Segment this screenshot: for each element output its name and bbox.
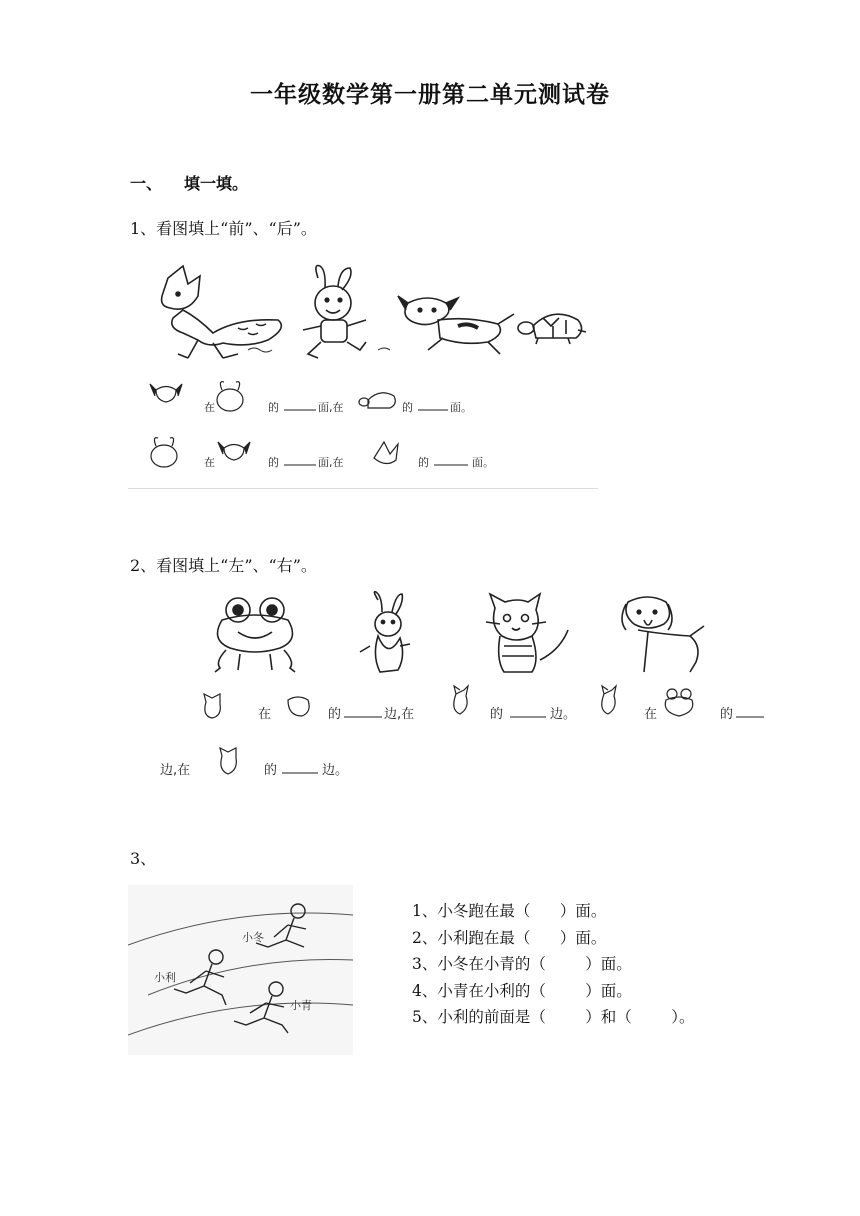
q2-l1-c: 边,在 — [384, 707, 415, 722]
q1-l2-e: 面。 — [472, 456, 494, 469]
figure-runners — [128, 885, 353, 1055]
question-1-prompt: 1、看图填上“前”、“后”。 — [130, 219, 317, 238]
rabbit2-illustration — [360, 592, 410, 672]
dog2-illustration — [622, 597, 704, 672]
frog-illustration — [215, 598, 295, 672]
section-number: 一、 — [130, 174, 163, 193]
q3-item-2: 2、小利跑在最（ ）面。 — [412, 928, 607, 947]
q3-item-5: 5、小利的前面是（ ）和（ ）。 — [412, 1008, 695, 1026]
q3-item-3: 3、小冬在小青的（ ）面。 — [412, 955, 632, 973]
q2-sentence-2 — [160, 748, 348, 778]
question-3-list — [412, 898, 694, 1031]
q3-item-4: 4、小青在小利的（ ）面。 — [412, 981, 632, 1000]
runners-drawing — [128, 885, 353, 1055]
q1-l1-c: 面,在 — [318, 401, 344, 414]
q1-l1-b: 的 — [268, 401, 279, 414]
q1-sentence-2 — [151, 438, 494, 469]
q2-sentence-1 — [204, 686, 764, 722]
q2-l1-a: 在 — [258, 707, 272, 722]
turtle-illustration — [518, 314, 586, 344]
q2-l1-g: 的 — [720, 707, 734, 722]
dog-illustration — [398, 296, 514, 354]
q2-l1-d: 的 — [490, 707, 504, 722]
q2-l1-f: 在 — [644, 707, 658, 722]
question-2-prompt: 2、看图填上“左”、“右”。 — [130, 556, 317, 575]
label-xiaoli: 小利 — [154, 971, 176, 984]
q1-sentence-1 — [150, 382, 472, 414]
cat-illustration — [486, 594, 568, 672]
rabbit-illustration — [303, 266, 366, 359]
q1-l2-c: 面,在 — [318, 456, 344, 469]
page-title: 一年级数学第一册第二单元测试卷 — [250, 82, 610, 108]
q2-l1-e: 边。 — [550, 707, 577, 722]
figure-animals-row — [160, 590, 770, 795]
figure-animals-race — [128, 258, 598, 489]
fox-illustration — [162, 266, 282, 358]
q2-l2-b: 的 — [264, 763, 278, 778]
q2-l2-a: 边,在 — [160, 763, 191, 778]
section-label: 填一填。 — [184, 174, 249, 193]
q1-l1-d: 的 — [402, 401, 413, 414]
q2-l1-b: 的 — [328, 707, 342, 722]
q2-l2-c: 边。 — [322, 763, 349, 778]
label-xiaodong: 小冬 — [242, 931, 264, 944]
question-3-prompt: 3、 — [130, 849, 157, 868]
q1-l2-b: 的 — [268, 456, 279, 469]
q1-l1-e: 面。 — [450, 401, 472, 414]
q3-item-1: 1、小冬跑在最（ ）面。 — [412, 902, 607, 920]
q1-l2-d: 的 — [418, 456, 429, 469]
q1-l1-a: 在 — [204, 401, 215, 414]
q1-l2-a: 在 — [204, 456, 215, 469]
animals-row-drawing — [160, 590, 770, 795]
animals-race-drawing — [128, 258, 598, 488]
section-heading — [130, 171, 248, 194]
label-xiaoqing: 小青 — [290, 999, 312, 1012]
